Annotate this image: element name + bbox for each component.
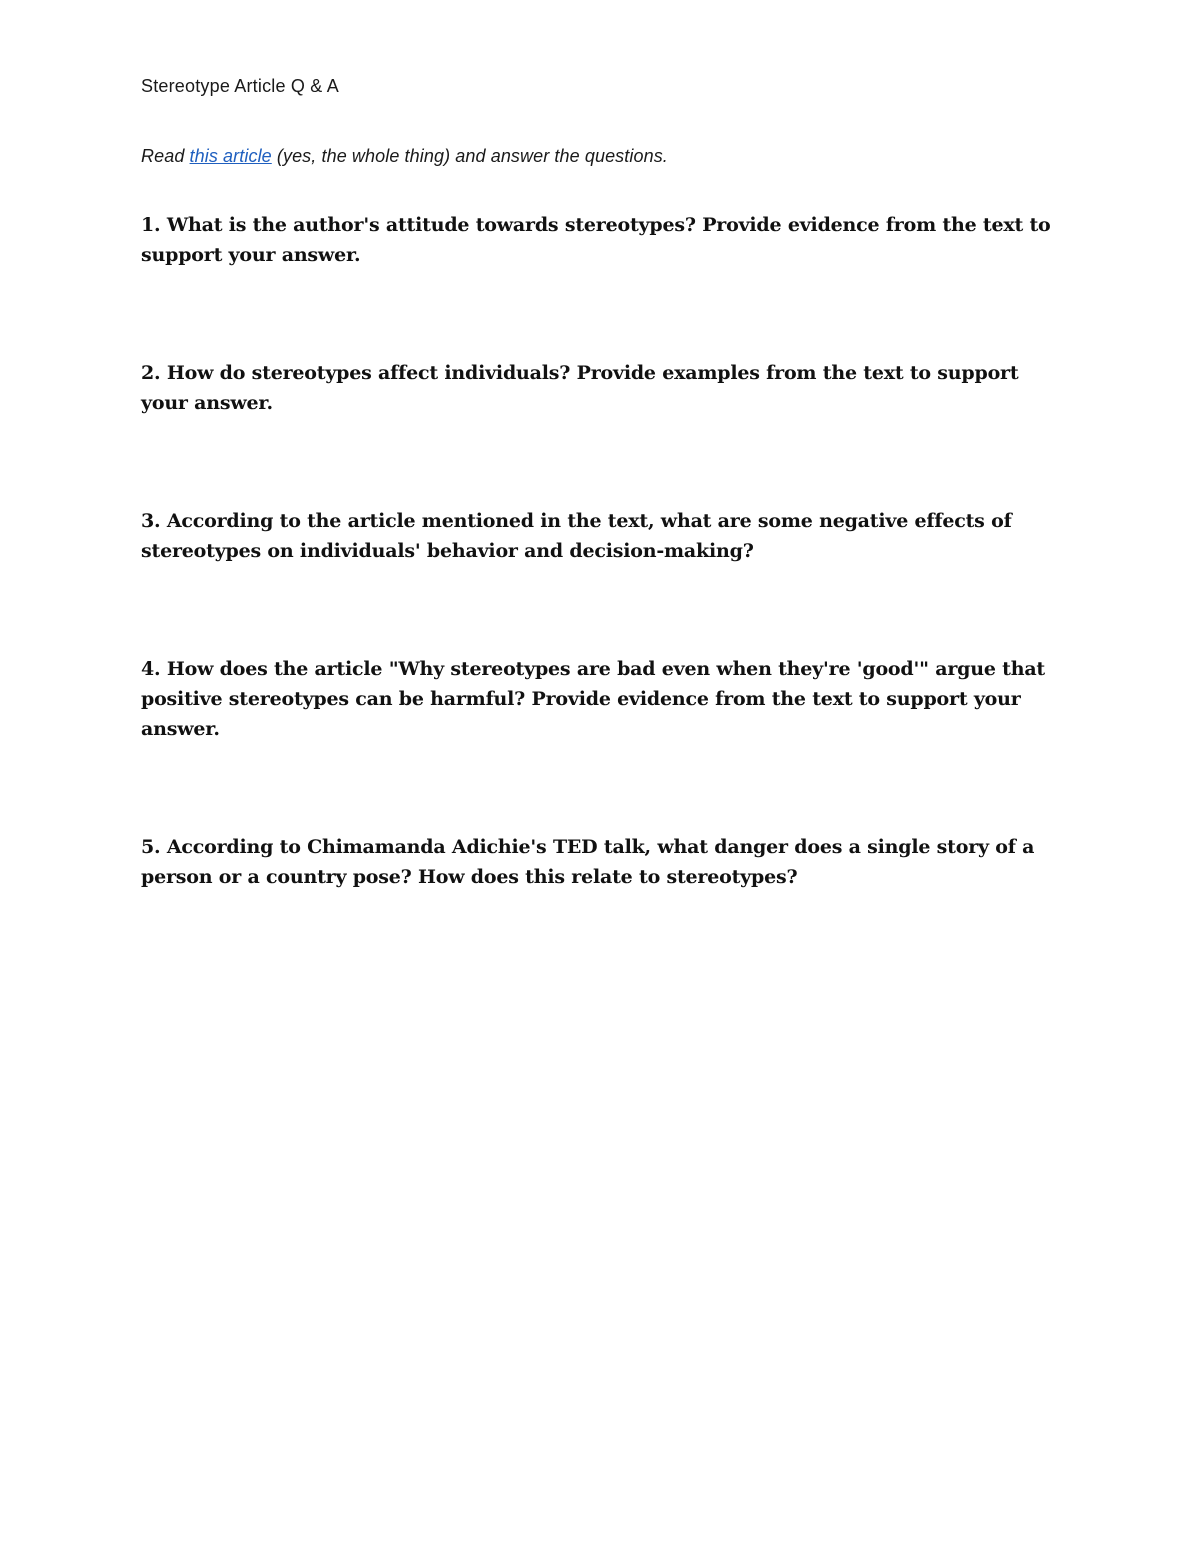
instructions-suffix: (yes, the whole thing) and answer the questions.	[271, 146, 668, 166]
instructions-prefix: Read	[141, 146, 190, 166]
document-title: Stereotype Article Q & A	[141, 76, 339, 96]
question-5: 5. According to Chimamanda Adichie's TED talk, what danger does a single story of a person or a country pose? How does this relate to stereotypes?	[141, 836, 1035, 888]
question-4: 4. How does the article "Why stereotypes are bad even when they're 'good'" argue that positive stereotypes can be harmful? Provide evidence from the text to support your answer.	[141, 658, 1046, 740]
question-1: 1. What is the author's attitude towards stereotypes? Provide evidence from the text to support your answer.	[141, 214, 1051, 266]
document-body	[141, 72, 1051, 892]
question-list	[141, 210, 1051, 892]
instructions-paragraph	[141, 142, 1051, 170]
question-3: 3. According to the article mentioned in the text, what are some negative effects of stereotypes on individuals' behavior and decision-making?	[141, 510, 1012, 562]
article-link[interactable]: this article	[189, 146, 272, 166]
question-2: 2. How do stereotypes affect individuals? Provide examples from the text to support your answer.	[141, 362, 1019, 414]
